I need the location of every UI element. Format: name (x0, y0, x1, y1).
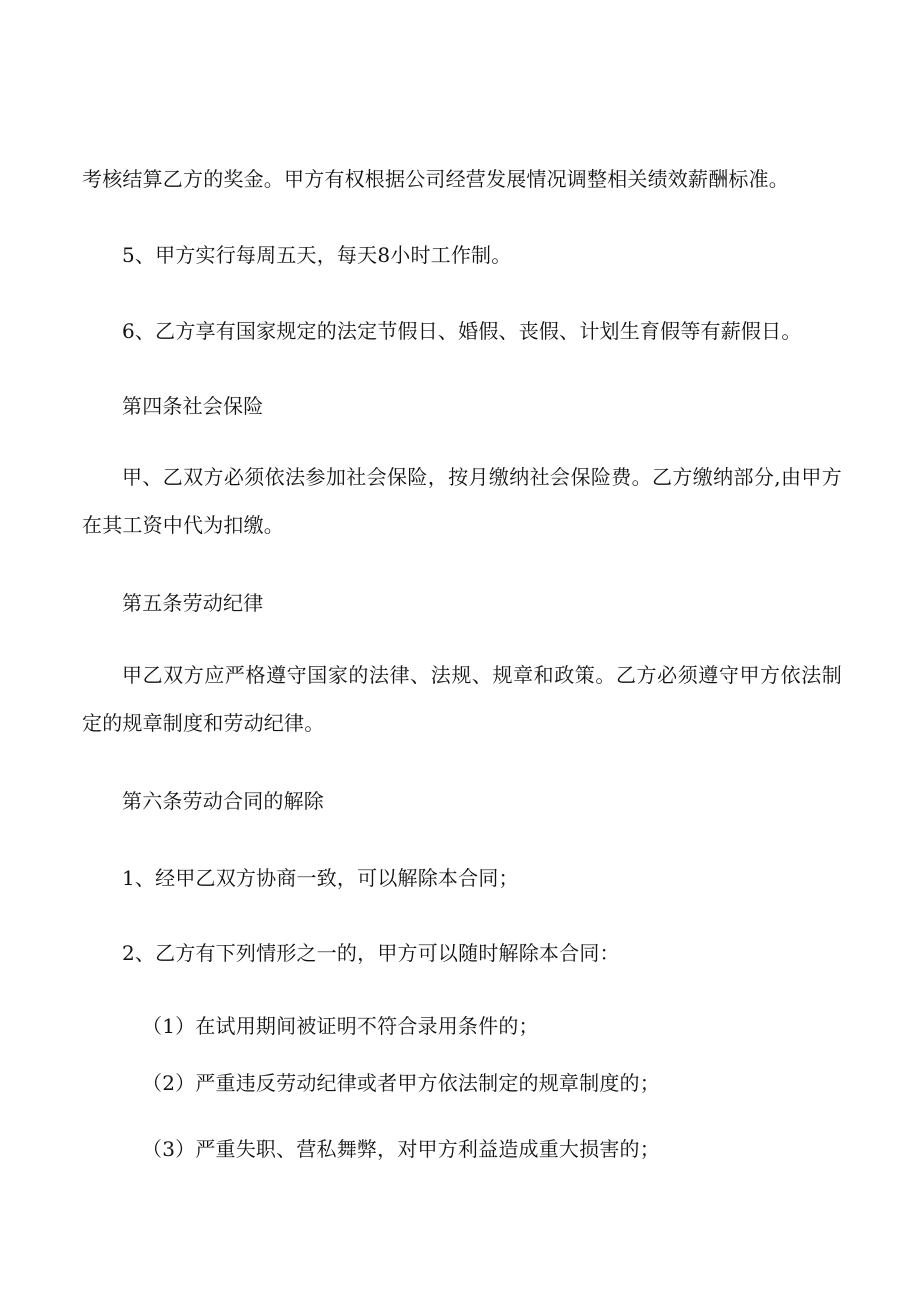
item-5-working-hours: 5、甲方实行每周五天，每天8小时工作制。 (122, 243, 512, 267)
article-5-line-2: 定的规章制度和劳动纪律。 (82, 711, 325, 735)
article-4-line-1: 甲、乙双方必须依法参加社会保险，按月缴纳社会保险费。乙方缴纳部分,由甲方 (122, 465, 842, 489)
article-6-subitem-2: （2）严重违反劳动纪律或者甲方依法制定的规章制度的； (142, 1071, 660, 1095)
article-6-item-1: 1、经甲乙双方协商一致，可以解除本合同； (122, 866, 519, 890)
article-5-paragraph (82, 662, 842, 736)
paragraph-bonus-continuation: 考核结算乙方的奖金。甲方有权根据公司经营发展情况调整相关绩效薪酬标准。 (82, 167, 789, 191)
article-6-heading: 第六条劳动合同的解除 (122, 789, 324, 813)
article-4-heading: 第四条社会保险 (122, 394, 264, 418)
article-5-line-1: 甲乙双方应严格遵守国家的法律、法规、规章和政策。乙方必须遵守甲方依法制 (122, 663, 842, 687)
article-6-item-2: 2、乙方有下列情形之一的，甲方可以随时解除本合同： (122, 941, 620, 965)
article-5-heading: 第五条劳动纪律 (122, 591, 264, 615)
article-6-subitem-1: （1）在试用期间被证明不符合录用条件的； (142, 1014, 539, 1038)
article-4-paragraph (82, 464, 842, 538)
item-6-paid-holidays: 6、乙方享有国家规定的法定节假日、婚假、丧假、计划生育假等有薪假日。 (122, 319, 802, 343)
article-4-line-2: 在其工资中代为扣缴。 (82, 513, 284, 537)
article-6-subitem-3: （3）严重失职、营私舞弊，对甲方利益造成重大损害的； (142, 1137, 660, 1161)
